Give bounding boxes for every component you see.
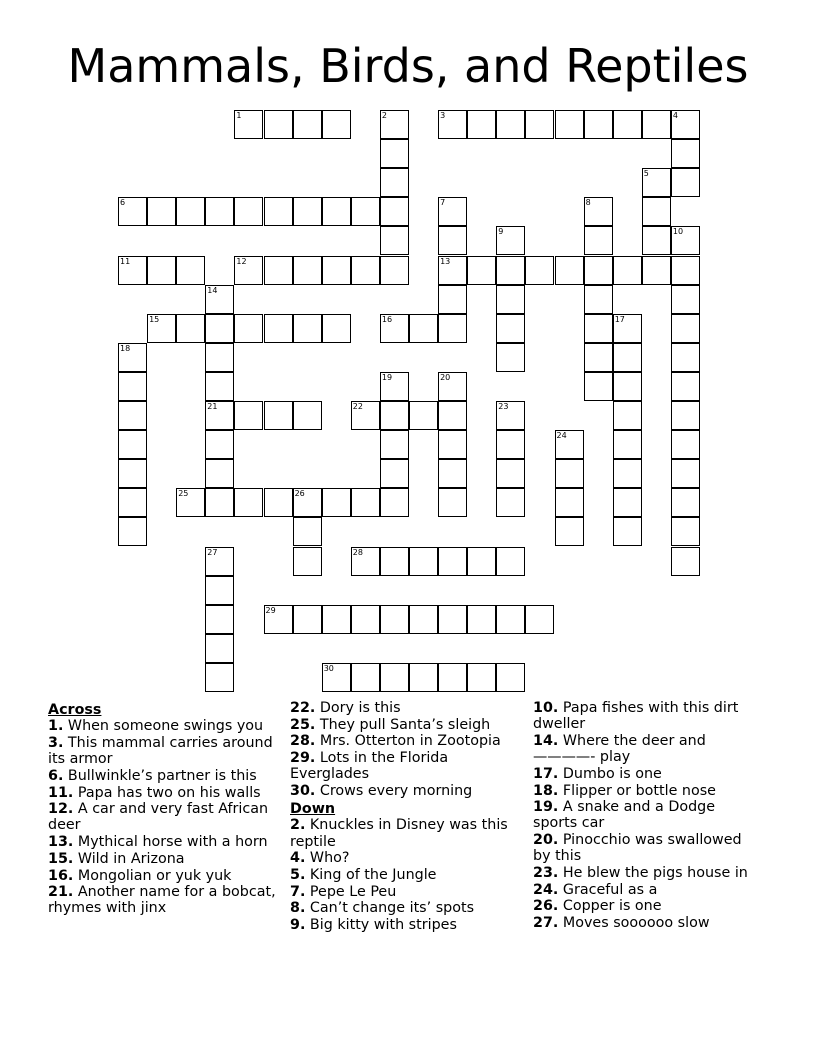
grid-cell[interactable] (584, 256, 613, 285)
grid-cell[interactable] (496, 605, 525, 634)
grid-cell[interactable] (584, 372, 613, 401)
clue-item (533, 882, 763, 898)
grid-cell[interactable] (205, 547, 234, 576)
grid-cell[interactable] (555, 256, 584, 285)
clue-number-label: 11. (48, 784, 74, 801)
grid-cell[interactable] (322, 256, 351, 285)
clue-number-label: 24. (533, 881, 559, 898)
grid-cell[interactable] (205, 372, 234, 401)
grid-cell[interactable] (118, 517, 147, 546)
grid-cell[interactable] (613, 314, 642, 343)
grid-cell[interactable] (671, 314, 700, 343)
clue-number: 8 (585, 198, 591, 208)
grid-cell[interactable] (671, 430, 700, 459)
grid-cell[interactable] (205, 401, 234, 430)
clue-item (290, 900, 530, 916)
clue-number: 15 (149, 314, 160, 324)
clue-number: 22 (352, 402, 363, 411)
clue-text: Where the deer and ————- play (533, 732, 706, 766)
clue-text: Graceful as a (558, 881, 658, 898)
grid-cell[interactable] (438, 547, 467, 576)
clue-item (48, 718, 288, 734)
clue-item (533, 898, 763, 914)
clue-item (48, 735, 288, 767)
grid-cell[interactable] (118, 256, 147, 285)
grid-cell[interactable] (671, 226, 700, 255)
clue-number: 25 (178, 489, 189, 499)
grid-cell[interactable] (671, 343, 700, 372)
grid-cell[interactable] (613, 110, 642, 139)
grid-cell[interactable] (496, 256, 525, 285)
grid-cell[interactable] (147, 197, 176, 226)
grid-cell[interactable] (613, 401, 642, 430)
grid-cell[interactable] (322, 197, 351, 226)
clue-number: 27 (207, 547, 218, 557)
grid-cell[interactable] (264, 197, 293, 226)
grid-cell[interactable] (525, 605, 554, 634)
grid-cell[interactable] (380, 139, 409, 168)
clue-number-label: 12. (48, 801, 74, 818)
grid-cell[interactable] (467, 663, 496, 692)
clue-text: Papa fishes with this dirt dweller (533, 700, 739, 733)
clue-number-label: 9. (290, 917, 306, 934)
grid-cell[interactable] (293, 314, 322, 343)
grid-cell[interactable] (351, 401, 380, 430)
clue-number-label: 14. (533, 732, 559, 749)
grid-cell[interactable] (613, 488, 642, 517)
grid-cell[interactable] (409, 605, 438, 634)
clue-text: Mythical horse with a horn (73, 834, 268, 851)
clue-number: 1 (236, 111, 242, 120)
grid-cell[interactable] (555, 459, 584, 488)
clue-text: Knuckles in Disney was this reptile (290, 817, 508, 850)
down-heading: Down (290, 801, 336, 818)
grid-cell[interactable] (380, 605, 409, 634)
clue-number-label: 21. (48, 884, 74, 901)
clue-text: Mrs. Otterton in Zootopia (315, 733, 501, 750)
grid-cell[interactable] (205, 430, 234, 459)
clue-item (533, 865, 763, 881)
grid-cell[interactable] (351, 663, 380, 692)
grid-cell[interactable] (525, 256, 554, 285)
grid-cell[interactable] (264, 256, 293, 285)
clue-number: 18 (120, 343, 131, 353)
grid-cell[interactable] (380, 110, 409, 139)
grid-cell[interactable] (205, 314, 234, 343)
grid-cell[interactable] (613, 517, 642, 546)
grid-cell[interactable] (234, 110, 263, 139)
clue-number: 24 (556, 431, 567, 441)
grid-cell[interactable] (613, 256, 642, 285)
grid-cell[interactable] (438, 401, 467, 430)
grid-cell[interactable] (293, 605, 322, 634)
grid-cell[interactable] (467, 547, 496, 576)
clue-number-label: 25. (290, 716, 316, 733)
grid-cell[interactable] (467, 110, 496, 139)
clue-text: Can’t change its’ spots (305, 900, 475, 917)
clue-text: Pinocchio was swallowed by this (533, 832, 742, 865)
grid-cell[interactable] (118, 430, 147, 459)
clue-text: This mammal carries around its armor (48, 734, 273, 768)
grid-cell[interactable] (205, 576, 234, 605)
grid-cell[interactable] (671, 139, 700, 168)
clue-item (290, 700, 530, 716)
grid-cell[interactable] (438, 314, 467, 343)
clue-item (290, 884, 530, 900)
clue-number-label: 3. (48, 734, 64, 751)
clue-text: Moves soooooo slow (558, 915, 710, 932)
clue-number: 26 (294, 489, 305, 499)
grid-cell[interactable] (496, 459, 525, 488)
grid-cell[interactable] (176, 197, 205, 226)
grid-cell[interactable] (147, 314, 176, 343)
clue-number: 6 (120, 198, 126, 208)
grid-cell[interactable] (642, 168, 671, 197)
clue-number: 7 (440, 198, 446, 208)
clue-number-label: 20. (533, 832, 559, 849)
grid-cell[interactable] (351, 197, 380, 226)
grid-cell[interactable] (671, 372, 700, 401)
grid-cell[interactable] (438, 197, 467, 226)
grid-cell[interactable] (438, 110, 467, 139)
grid-cell[interactable] (671, 168, 700, 197)
clue-item (533, 733, 763, 765)
grid-cell[interactable] (555, 110, 584, 139)
grid-cell[interactable] (584, 285, 613, 314)
grid-cell[interactable] (380, 256, 409, 285)
clue-number: 16 (381, 314, 393, 324)
grid-cell[interactable] (584, 343, 613, 372)
clue-item (48, 868, 288, 884)
clue-number: 17 (614, 314, 625, 324)
clue-number-label: 22. (290, 700, 316, 716)
clue-text: Who? (305, 850, 350, 867)
clue-number: 28 (352, 547, 363, 557)
clue-text: Dory is this (315, 700, 401, 716)
clue-item (48, 801, 288, 833)
clue-text: King of the Jungle (305, 867, 437, 884)
grid-cell[interactable] (322, 488, 351, 517)
grid-cell[interactable] (322, 314, 351, 343)
clue-number: 19 (381, 372, 393, 382)
grid-cell[interactable] (438, 226, 467, 255)
clue-text: Bullwinkle’s partner is this (63, 767, 257, 784)
grid-cell[interactable] (496, 226, 525, 255)
clue-number-label: 7. (290, 883, 306, 900)
clue-number: 13 (440, 256, 451, 266)
clues-column-2 (290, 700, 530, 934)
clue-number-label: 27. (533, 915, 559, 932)
grid-cell[interactable] (496, 663, 525, 692)
clue-number-label: 5. (290, 867, 306, 884)
clues-column-3 (533, 700, 763, 932)
grid-cell[interactable] (525, 110, 554, 139)
grid-cell[interactable] (118, 488, 147, 517)
grid-cell[interactable] (205, 663, 234, 692)
clue-item (290, 783, 530, 799)
clue-number: 10 (672, 227, 684, 237)
grid-cell[interactable] (293, 197, 322, 226)
grid-cell[interactable] (496, 401, 525, 430)
clue-item (48, 884, 288, 916)
grid-cell[interactable] (205, 285, 234, 314)
grid-cell[interactable] (584, 314, 613, 343)
grid-cell[interactable] (409, 401, 438, 430)
grid-cell[interactable] (322, 110, 351, 139)
grid-cell[interactable] (118, 459, 147, 488)
grid-cell[interactable] (671, 285, 700, 314)
clue-number-label: 2. (290, 817, 306, 834)
clue-number: 23 (498, 402, 509, 411)
clue-text: Lots in the Florida Everglades (290, 750, 449, 783)
grid-cell[interactable] (205, 488, 234, 517)
grid-cell[interactable] (671, 401, 700, 430)
grid-cell[interactable] (118, 343, 147, 372)
clue-text: He blew the pigs house in (558, 865, 748, 882)
clue-number: 4 (672, 111, 678, 120)
clues-column-1 (48, 700, 288, 917)
grid-cell[interactable] (642, 110, 671, 139)
grid-cell[interactable] (351, 488, 380, 517)
clue-number-label: 16. (48, 867, 74, 884)
clue-number-label: 6. (48, 767, 64, 784)
grid-cell[interactable] (642, 256, 671, 285)
grid-cell[interactable] (409, 663, 438, 692)
clue-text: Papa has two on his walls (73, 784, 261, 801)
clue-number-label: 1. (48, 718, 64, 735)
grid-cell[interactable] (496, 430, 525, 459)
clue-number: 21 (207, 402, 218, 411)
across-heading: Across (48, 702, 102, 718)
grid-cell[interactable] (671, 488, 700, 517)
clue-item (290, 917, 530, 933)
grid-cell[interactable] (351, 547, 380, 576)
grid-cell[interactable] (234, 401, 263, 430)
clue-number-label: 15. (48, 850, 74, 867)
grid-cell[interactable] (205, 197, 234, 226)
grid-cell[interactable] (496, 314, 525, 343)
clue-text: Wild in Arizona (73, 850, 185, 867)
grid-cell[interactable] (380, 168, 409, 197)
grid-cell[interactable] (613, 343, 642, 372)
grid-cell[interactable] (264, 605, 293, 634)
clue-item (48, 768, 288, 784)
clue-number: 9 (498, 227, 504, 237)
clue-number: 29 (265, 605, 276, 615)
grid-cell[interactable] (293, 110, 322, 139)
grid-cell[interactable] (147, 256, 176, 285)
clue-text: A snake and a Dodge sports car (533, 799, 716, 832)
clue-number-label: 17. (533, 765, 559, 782)
clue-item (290, 717, 530, 733)
grid-cell[interactable] (380, 663, 409, 692)
clue-number-label: 18. (533, 782, 559, 799)
grid-cell[interactable] (438, 663, 467, 692)
grid-cell[interactable] (293, 256, 322, 285)
grid-cell[interactable] (671, 517, 700, 546)
clue-item (533, 766, 763, 782)
grid-cell[interactable] (293, 488, 322, 517)
clue-item (533, 915, 763, 931)
grid-cell[interactable] (264, 488, 293, 517)
clue-item (290, 750, 530, 782)
grid-cell[interactable] (555, 430, 584, 459)
grid-cell[interactable] (642, 197, 671, 226)
clue-number-label: 30. (290, 783, 316, 800)
clue-text: Flipper or bottle nose (558, 782, 716, 799)
clue-text: Another name for a bobcat, rhymes with jinx (48, 884, 276, 917)
grid-cell[interactable] (496, 110, 525, 139)
grid-cell[interactable] (584, 197, 613, 226)
grid-cell[interactable] (496, 343, 525, 372)
grid-cell[interactable] (176, 488, 205, 517)
grid-cell[interactable] (671, 547, 700, 576)
grid-cell[interactable] (234, 488, 263, 517)
grid-cell[interactable] (176, 256, 205, 285)
grid-cell[interactable] (409, 314, 438, 343)
grid-cell[interactable] (351, 256, 380, 285)
grid-cell[interactable] (671, 459, 700, 488)
clue-number-label: 23. (533, 865, 559, 882)
grid-cell[interactable] (380, 488, 409, 517)
clue-text: Pepe Le Peu (305, 883, 397, 900)
grid-cell[interactable] (176, 314, 205, 343)
clue-number: 14 (207, 285, 218, 295)
clue-item (290, 867, 530, 883)
clue-text: Big kitty with stripes (305, 917, 457, 934)
clue-number-label: 10. (533, 700, 559, 716)
clue-item (533, 799, 763, 831)
grid-cell[interactable] (205, 605, 234, 634)
grid-cell[interactable] (438, 488, 467, 517)
grid-cell[interactable] (438, 459, 467, 488)
grid-cell[interactable] (380, 372, 409, 401)
clue-number: 3 (440, 111, 446, 120)
grid-cell[interactable] (467, 605, 496, 634)
grid-cell[interactable] (118, 372, 147, 401)
clue-text: They pull Santa’s sleigh (315, 716, 491, 733)
grid-cell[interactable] (205, 634, 234, 663)
clue-text: When someone swings you (63, 718, 264, 735)
clue-number-label: 28. (290, 733, 316, 750)
grid-cell[interactable] (584, 110, 613, 139)
grid-cell[interactable] (380, 430, 409, 459)
clue-item (533, 783, 763, 799)
grid-cell[interactable] (671, 110, 700, 139)
grid-cell[interactable] (205, 459, 234, 488)
clue-item (48, 851, 288, 867)
clue-number-label: 4. (290, 850, 306, 867)
clue-item (290, 850, 530, 866)
grid-cell[interactable] (380, 314, 409, 343)
grid-cell[interactable] (380, 197, 409, 226)
grid-cell[interactable] (496, 488, 525, 517)
clue-item (48, 834, 288, 850)
clue-number-label: 19. (533, 799, 559, 816)
clue-number-label: 13. (48, 834, 74, 851)
grid-cell[interactable] (234, 256, 263, 285)
clue-item (290, 817, 530, 849)
clue-number-label: 8. (290, 900, 306, 917)
grid-cell[interactable] (264, 401, 293, 430)
clue-number: 20 (440, 372, 451, 382)
grid-cell[interactable] (293, 547, 322, 576)
grid-cell[interactable] (642, 226, 671, 255)
grid-cell[interactable] (438, 285, 467, 314)
grid-cell[interactable] (351, 605, 380, 634)
grid-cell[interactable] (322, 663, 351, 692)
grid-cell[interactable] (293, 401, 322, 430)
puzzle-title: Mammals, Birds, and Reptiles (67, 39, 749, 93)
grid-cell[interactable] (322, 605, 351, 634)
clue-text: A car and very fast African deer (48, 801, 269, 834)
clue-number-label: 26. (533, 898, 559, 915)
grid-cell[interactable] (380, 459, 409, 488)
clue-number: 11 (120, 256, 131, 266)
grid-cell[interactable] (613, 459, 642, 488)
grid-cell[interactable] (205, 343, 234, 372)
clue-item (533, 832, 763, 864)
grid-cell[interactable] (555, 488, 584, 517)
grid-cell[interactable] (438, 605, 467, 634)
clue-number: 30 (323, 663, 334, 673)
grid-cell[interactable] (496, 547, 525, 576)
grid-cell[interactable] (671, 256, 700, 285)
clue-text: Copper is one (558, 898, 662, 915)
grid-cell[interactable] (234, 314, 263, 343)
clue-item (533, 700, 763, 732)
grid-cell[interactable] (438, 256, 467, 285)
grid-cell[interactable] (380, 401, 409, 430)
clue-text: Dumbo is one (558, 765, 662, 782)
clue-item (290, 733, 530, 749)
grid-cell[interactable] (293, 517, 322, 546)
clue-item (48, 785, 288, 801)
grid-cell[interactable] (264, 314, 293, 343)
grid-cell[interactable] (496, 285, 525, 314)
clue-number: 12 (236, 256, 247, 266)
clue-number-label: 29. (290, 750, 316, 767)
clue-text: Mongolian or yuk yuk (73, 867, 232, 884)
grid-cell[interactable] (467, 256, 496, 285)
grid-cell[interactable] (380, 547, 409, 576)
grid-cell[interactable] (118, 401, 147, 430)
grid-cell[interactable] (613, 430, 642, 459)
clue-number: 2 (381, 111, 387, 120)
clue-number: 5 (643, 169, 649, 179)
grid-cell[interactable] (555, 517, 584, 546)
grid-cell[interactable] (584, 226, 613, 255)
grid-cell[interactable] (438, 430, 467, 459)
grid-cell[interactable] (409, 547, 438, 576)
grid-cell[interactable] (264, 110, 293, 139)
grid-cell[interactable] (380, 226, 409, 255)
grid-cell[interactable] (234, 197, 263, 226)
grid-cell[interactable] (438, 372, 467, 401)
grid-cell[interactable] (613, 372, 642, 401)
grid-cell[interactable] (118, 197, 147, 226)
clue-text: Crows every morning (315, 783, 473, 800)
